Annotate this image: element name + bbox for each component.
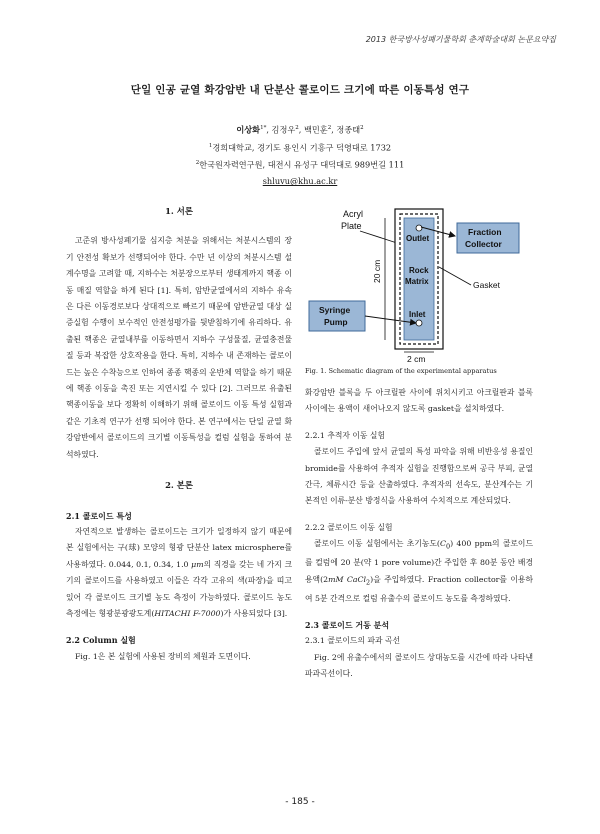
coauthor: , 정종태 [331,124,361,135]
gasket-leader [439,267,471,285]
affiliation-1 [0,138,600,156]
inlet-port [416,320,422,326]
text-run: 자연적으로 발생하는 콜로이드는 크기가 일정하지 않기 때문에 본 실험에서는 구(球) 모양의 형광 단분산 latex microsphere를 사용하였다. 0.044, 0.1, 0.34, 1.0 [66,526,292,569]
author-block [0,120,600,189]
subsection-title-colloid: 2.1 콜로이드 특성 [66,510,132,521]
rock-label: Rock [409,266,429,275]
section-title-intro: 1. 서론 [165,206,193,216]
height-label: 20 cm [372,259,382,283]
subsection-title-tracer: 2.2.1 추적자 이동 실험 [305,430,385,440]
coauthor-mark: 2 [295,125,299,131]
text-run: μm [191,559,204,569]
subsection-title-breakthrough: 2.3.1 콜로이드의 파과 곡선 [305,636,401,646]
colloid-migration-paragraph [305,536,533,607]
lead-author: 이상화 [236,124,261,135]
text-run: 2 [366,578,371,587]
text-run: mM CaCl [328,574,367,584]
author-line [0,120,600,138]
text-run: 콜로이드 이동 실험에서는 초기농도( [314,539,440,549]
subsection-title-colloid-migration: 2.2.2 콜로이드 이동 실험 [305,522,393,532]
figure-caption: Fig. 1. Schematic diagram of the experimental apparatus [305,367,497,375]
coauthor: , 백민훈 [298,124,328,135]
text-run: )을 주입하였다. Fraction collector를 이용하여 5분 간격으로 컬럼 유출수의 콜로이드 농도를 측정하였다. [305,574,533,603]
text-run: 의 직경을 갖는 네 가지 크기의 콜로이드를 사용하였고 이들은 각각 고유의 색(파장)을 띠고 있어 각 콜로이드 크기별 농도 측정이 가능하였다. 콜로이드 농도 측정에는 형광분광광도계( [66,559,292,618]
text-run: )가 사용되었다 [3]. [220,608,288,618]
inlet-label: Inlet [409,310,426,319]
affiliation-mark: 1 [208,142,213,149]
intro-paragraph: 고준위 방사성폐기물 심지층 처분을 위해서는 처분시스템의 장기 안전성 확보가 선행되어야 한다. 수만 년 이상의 처분시스템 설계수명을 고려할 때, 지하수는 처분장으로부터 생태계까지 핵종 이동 매질 역할을 하게 된다 [1]. 특히, 암반균열에서의 지하수 유속은 다른 이동경로보다 상대적으로 빠르기 때문에 암반균열 대상 실증실험 수행이 보수적인 안전성평가를 뒷받침하기에 유리하다. 유출된 핵종은 균열내부를 이동하면서 지하수 구성물질, 균열충전물질 등과 복잡한 상호작용을 한다. 특히, 지하수 내 존재하는 콜로이드는 높은 수착능으로 인하여 종종 핵종의 운반체 역할을 하기 때문에 핵종 이동을 촉진 또는 지연시킬 수 있다 [2]. 그러므로 유출된 핵종이동을 보다 정확히 이해하기 위해 콜로이드 이동 특성 실험과 같은 기초적 연구가 선행 되어야 한다. 본 연구에서는 단일 균열 화강암반에서 콜로이드의 크기별 이동특성을 컬럼 실험을 통하여 분석하였다. [66,236,292,459]
affiliation-text: 경희대학교, 경기도 용인시 기흥구 덕영대로 1732 [212,142,392,153]
pump-label: Pump [324,317,348,327]
text-run: ) 400 ppm의 콜로이드를 컬럼에 20 분(약 1 pore volume)간 주입한 후 80분 동안 배경 용액(2 [305,539,533,584]
paper-title: 단일 인공 균열 화강암반 내 단분산 콜로이드 크기에 따른 이동특성 연구 [130,84,470,96]
subsection-title-column: 2.2 Column 실험 [66,635,136,646]
email-link[interactable]: shluvu@khu.ac.kr [262,176,338,187]
left-column [66,203,292,665]
section-title-body: 2. 본론 [165,480,193,491]
tracer-paragraph: 콜로이드 주입에 앞서 균열의 특성 파악을 위해 비반응성 용질인 bromide를 사용하여 추적자 실험을 진행함으로써 공극 부피, 균열 간극, 체류시간 등을 산출하였다. 추적자의 선속도, 분산계수는 기본적인 이류-분산 방정식을 사용하여 수치적으로 계산되었다. [305,447,533,506]
colloid-paragraph [66,524,292,622]
device-name: HITACHI F-7000 [154,608,221,618]
affiliation-2 [0,155,600,173]
collector-label: Collector [465,239,502,249]
figure-description: 화강암반 블록을 두 아크릴판 사이에 위치시키고 아크릴판과 블록사이에는 용액이 새어나오지 않도록 gasket을 설치하였다. [305,388,533,414]
author-email [0,173,600,189]
text-run: C [439,539,446,549]
breakthrough-paragraph: Fig. 2에 유출수에서의 콜로이드 상대농도를 시간에 따라 나타낸 파과곡선이다. [305,652,533,679]
acryl-leader [360,231,397,243]
acryl-label: Acryl [343,209,363,219]
lead-author-mark: 1* [260,125,267,131]
text-run: 0 [445,542,451,551]
affiliation-mark: 2 [195,160,200,167]
running-header: 2013 한국방사성폐기물학회 춘계학술대회 논문요약집 [365,35,556,44]
column-paragraph: Fig. 1은 본 실험에 사용된 장비의 체원과 도면이다. [75,651,251,661]
outlet-label: Outlet [406,234,430,243]
right-column [305,385,533,683]
coauthor-mark: 2 [327,125,332,131]
affiliation-text: 한국원자력연구원, 대전시 유성구 대덕대로 989번길 111 [199,160,405,171]
coauthor: , 김정우 [266,124,296,135]
fraction-label: Fraction [468,227,502,237]
outlet-port [416,225,422,231]
coauthor-mark: 2 [360,125,364,131]
subsection-title-behavior: 2.3 콜로이드 거동 분석 [305,619,390,630]
plate-label: Plate [341,221,362,231]
syringe-label: Syringe [319,305,351,315]
matrix-label: Matrix [405,277,429,286]
page-number: - 185 - [285,797,315,807]
gasket-label: Gasket [473,280,500,290]
width-label: 2 cm [407,354,426,364]
apparatus-figure [305,205,555,365]
